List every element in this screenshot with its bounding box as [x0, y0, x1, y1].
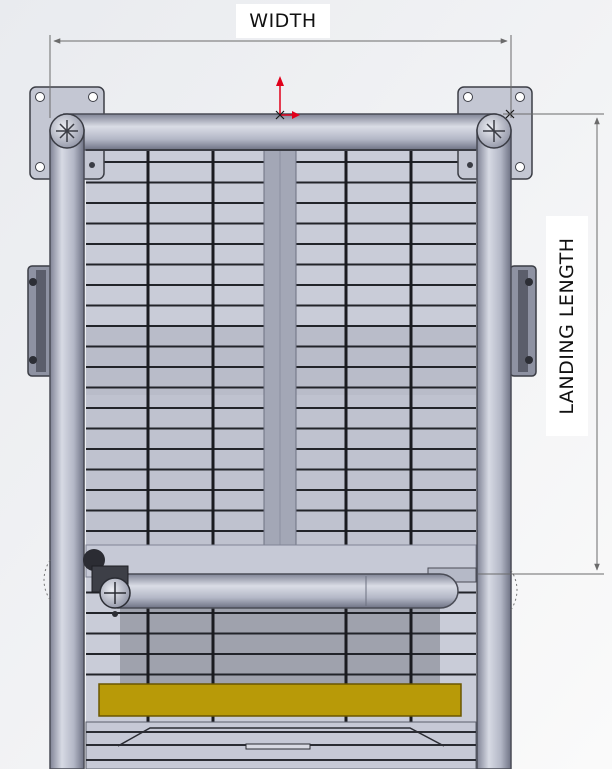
landing-length-dimension-label: LANDING LENGTH [556, 237, 578, 415]
right-post [477, 130, 517, 769]
left-post-cap [50, 114, 84, 148]
right-side-bracket [510, 266, 536, 376]
kick-plate [99, 684, 461, 716]
grating-floor [86, 145, 476, 769]
bottom-frame [86, 722, 476, 769]
right-post-cap [477, 114, 511, 148]
left-post [44, 130, 84, 769]
width-dimension-label: WIDTH [236, 4, 330, 38]
